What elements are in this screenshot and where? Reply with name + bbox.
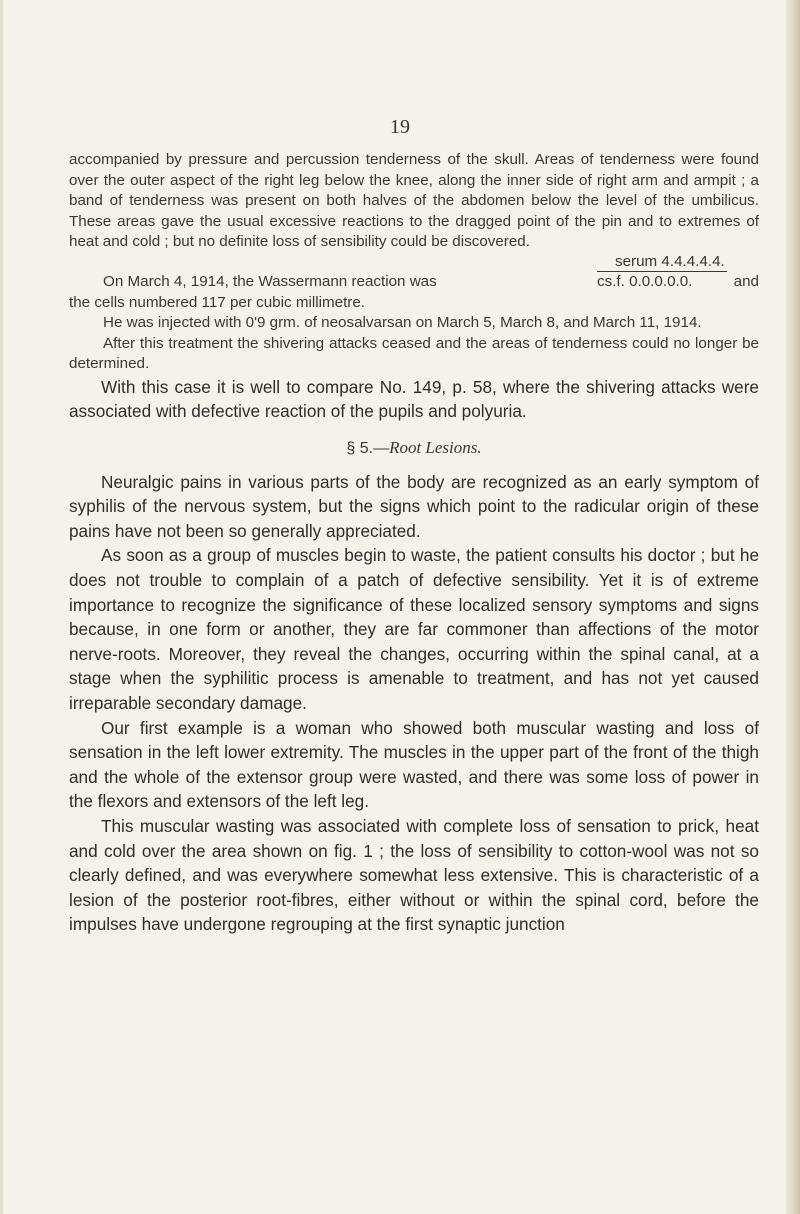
wassermann-lead: On March 4, 1914, the Wassermann reaction was (103, 272, 437, 290)
fraction-numerator: serum 4.4.4.4.4. (597, 253, 727, 272)
paragraph-continued: accompanied by pressure and percussion tenderness of the skull. Areas of tenderness were found over the outer aspect of the right leg below the knee, along the inner side of right arm and armpit ; a band of tenderness was present on both halves of the abdomen below the level of the umbilicus. These areas gave the usual excessive reactions to the dragged point of the pin and to extremes of heat and cold ; but no definite loss of sensibility could be discovered. (69, 151, 759, 250)
main-type-section (69, 375, 759, 937)
paragraph-cells: the cells numbered 117 per cubic millimetre. (69, 293, 366, 311)
paragraph-treatment: After this treatment the shivering attacks ceased and the areas of tenderness could no longer be determined. (69, 334, 759, 372)
paragraph-neuralgic: Neuralgic pains in various parts of the body are recognized as an early symptom of syphilis of the nervous system, but the signs which point to the radicular origin of these pains have not been so generally appreciated. (69, 471, 759, 541)
page-number: 19 (390, 116, 410, 138)
wassermann-line (69, 253, 759, 293)
wassermann-fraction (597, 253, 727, 290)
text-block (69, 150, 759, 937)
fraction-denominator: cs.f. 0.0.0.0.0. (597, 272, 693, 290)
paragraph-injection: He was injected with 0'9 grm. of neosalvarsan on March 5, March 8, and March 11, 1914. (103, 314, 702, 331)
page-edge-right (786, 0, 800, 1214)
paragraph-example: Our first example is a woman who showed both muscular wasting and loss of sensation in the left lower extremity. The muscles in the upper part of the front of the thigh and the whole of the extensor group were wasted, and there was some loss of power in the flexors and extensors of the left leg. (69, 717, 759, 812)
section-heading (69, 438, 759, 458)
page-edge-left (0, 0, 3, 1214)
paragraph-muscles: As soon as a group of muscles begin to waste, the patient consults his doctor ; but he does not trouble to complain of a patch of defective sensibility. Yet it is of extreme importance to recognize the significance of these localized sensory symptoms and signs because, in one form or another, they are far commoner than affections of the motor nerve-roots. Moreover, they reveal the changes, occurring within the spinal canal, at a stage when the syphilitic process is amenable to treatment, and has not yet caused irreparable secondary damage. (69, 545, 759, 714)
wassermann-tail: and (733, 272, 759, 290)
paragraph-compare: With this case it is well to compare No. 149, p. 58, where the shivering attacks were associated with defective reaction of the pupils and polyuria. (69, 376, 759, 422)
paragraph-wasting: This muscular wasting was associated with complete loss of sensation to prick, heat and cold over the area shown on fig. 1 ; the loss of sensibility to cotton-wool was not so clearly defined, and was everywhere somewhat less extensive. This is characteristic of a lesion of the posterior root-fibres, either without or within the spinal cord, before the impulses have undergone regrouping at the first synaptic junction (69, 816, 759, 935)
small-type-section (69, 150, 759, 375)
section-number: § 5.— (346, 439, 390, 457)
section-title: Root Lesions. (389, 437, 482, 457)
